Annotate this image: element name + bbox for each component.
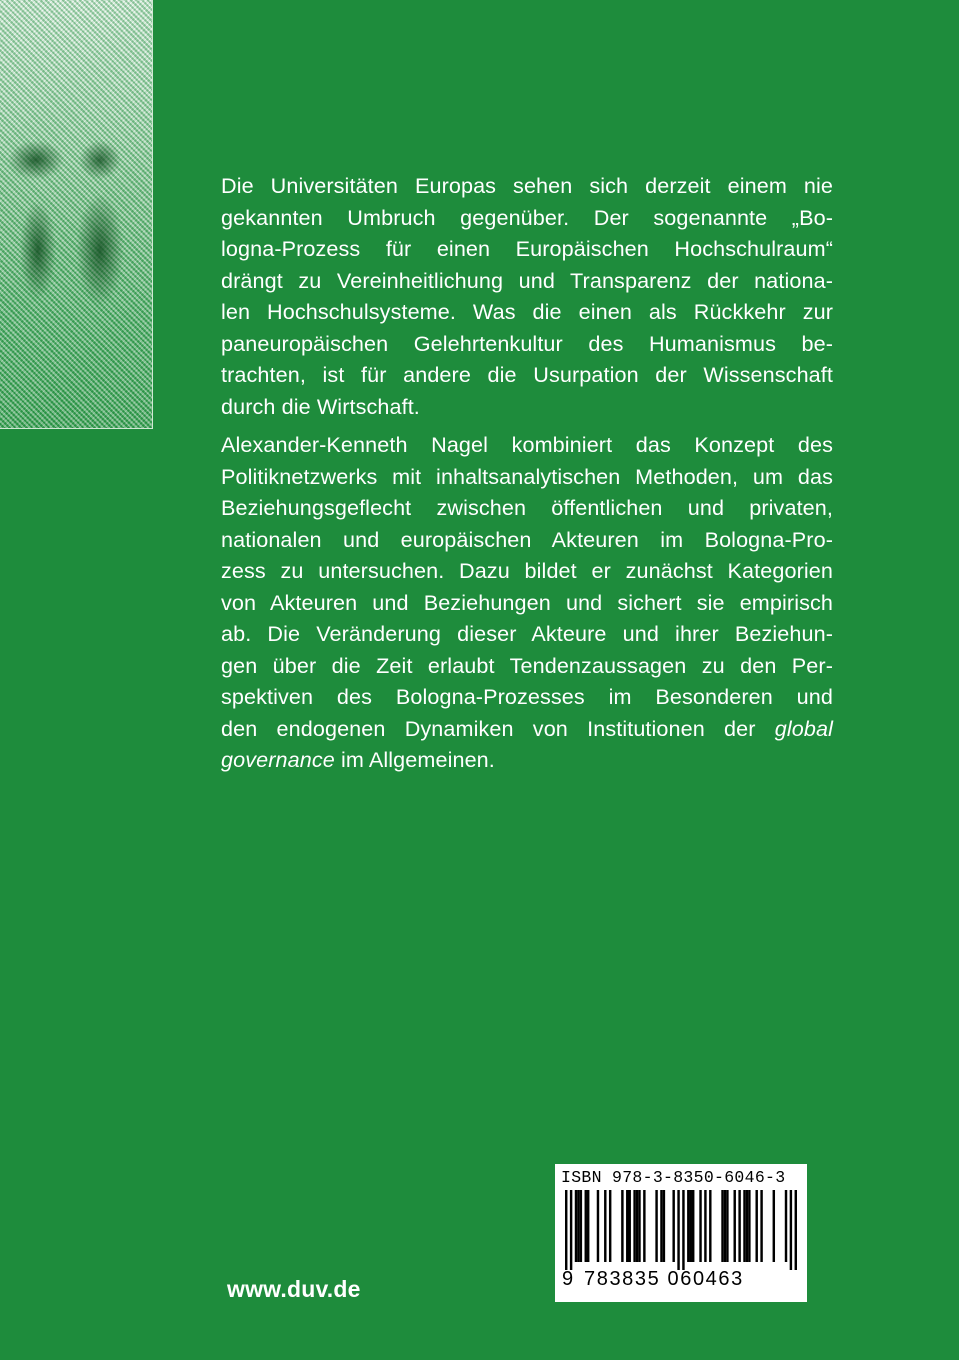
text-line: paneuropäischen Gelehrtenkultur des Humanismus be- — [221, 330, 833, 356]
barcode-bar — [597, 1190, 599, 1262]
description-paragraph-2 — [221, 429, 833, 776]
text-line — [221, 713, 833, 745]
ean-first-digit: 9 — [562, 1268, 574, 1290]
text-line: zess zu untersuchen. Dazu bildet er zunächst Kategorien — [221, 558, 833, 583]
text-segment: den endogenen Dynamiken von Institutionen der — [221, 715, 775, 741]
barcode-bar — [795, 1190, 797, 1270]
barcode-bar — [726, 1190, 728, 1262]
barcode-bar — [585, 1190, 587, 1262]
barcode-bar — [709, 1190, 711, 1262]
text-line: Alexander-Kenneth Nagel kombiniert das Konzept des — [221, 432, 833, 457]
barcode-bar — [734, 1190, 736, 1262]
barcode-bar — [633, 1190, 635, 1262]
barcode-bar — [773, 1190, 775, 1262]
barcode-bar — [565, 1190, 567, 1270]
barcode-bar — [587, 1190, 589, 1262]
text-line: Beziehungsgeflecht zwischen öffentlichen und privaten, — [221, 495, 833, 520]
barcode-bar — [577, 1190, 579, 1262]
barcode-bar — [692, 1190, 694, 1262]
barcode-bar — [638, 1190, 640, 1262]
ean-digits: 783835 060463 — [584, 1268, 744, 1290]
barcode-bar — [604, 1190, 606, 1262]
barcode-bar — [643, 1190, 645, 1262]
barcode-bar — [570, 1190, 572, 1270]
barcode-bar — [760, 1190, 762, 1262]
text-line — [221, 744, 833, 776]
description-paragraph-1 — [221, 170, 833, 422]
text-line: gen über die Zeit erlaubt Tendenzaussagen zu den Per- — [221, 652, 833, 678]
barcode-bar — [690, 1190, 692, 1262]
text-line: nationalen und europäischen Akteuren im Bologna-Pro- — [221, 526, 833, 552]
barcode-bar — [626, 1190, 628, 1262]
barcode-bar — [580, 1190, 582, 1262]
italic-term: governance — [221, 747, 335, 772]
publisher-website: www.duv.de — [227, 1276, 361, 1302]
barcode-bar — [746, 1190, 748, 1262]
barcode-bar — [575, 1190, 577, 1262]
text-line: Die Universitäten Europas sehen sich derzeit einem nie — [221, 173, 833, 198]
barcode-bar — [755, 1190, 757, 1262]
barcode-bar — [699, 1190, 701, 1262]
barcode-bar — [655, 1190, 657, 1262]
text-line: logna-Prozess für einen Europäischen Hochschulraum“ — [221, 236, 833, 261]
isbn-barcode — [555, 1164, 807, 1302]
isbn-label: ISBN 978-3-8350-6046-3 — [561, 1168, 786, 1187]
italic-term: global — [774, 715, 833, 741]
cover-photo — [0, 0, 153, 429]
barcode-bar — [790, 1190, 792, 1270]
barcode-bar — [677, 1190, 679, 1270]
barcode-bar — [748, 1190, 750, 1262]
barcode-bar — [682, 1190, 684, 1270]
barcode-bar — [609, 1190, 611, 1262]
barcode-bar — [743, 1190, 745, 1262]
barcode-bar — [672, 1190, 674, 1262]
text-segment: im Allgemeinen. — [334, 747, 495, 772]
text-line: von Akteuren und Beziehungen und sichert sie empirisch — [221, 589, 833, 615]
text-line: len Hochschulsysteme. Was die einen als Rückkehr zur — [221, 299, 833, 324]
barcode-bar — [663, 1190, 665, 1262]
text-line: Politiknetzwerks mit inhaltsanalytischen Methoden, um das — [221, 463, 833, 489]
barcode-bars — [565, 1190, 797, 1270]
barcode-bar — [704, 1190, 706, 1262]
barcode-bar — [738, 1190, 740, 1262]
text-line: trachten, ist für andere die Usurpation der Wissenschaft — [221, 362, 833, 387]
barcode-bar — [628, 1190, 630, 1262]
barcode-bar — [687, 1190, 689, 1262]
barcode-bar — [721, 1190, 723, 1262]
text-line: gekannten Umbruch gegenüber. Der sogenannte „Bo- — [221, 204, 833, 230]
barcode-bar — [621, 1190, 623, 1262]
barcode-bar — [636, 1190, 638, 1262]
barcode-bar — [785, 1190, 787, 1262]
text-line: durch die Wirtschaft. — [221, 393, 420, 419]
text-line: ab. Die Veränderung dieser Akteure und ihrer Beziehun- — [221, 621, 833, 646]
text-line: spektiven des Bologna-Prozesses im Besonderen und — [221, 684, 833, 709]
barcode-bar — [660, 1190, 662, 1262]
text-line: drängt zu Vereinheitlichung und Transparenz der nationa- — [221, 267, 833, 293]
barcode-bar — [724, 1190, 726, 1262]
